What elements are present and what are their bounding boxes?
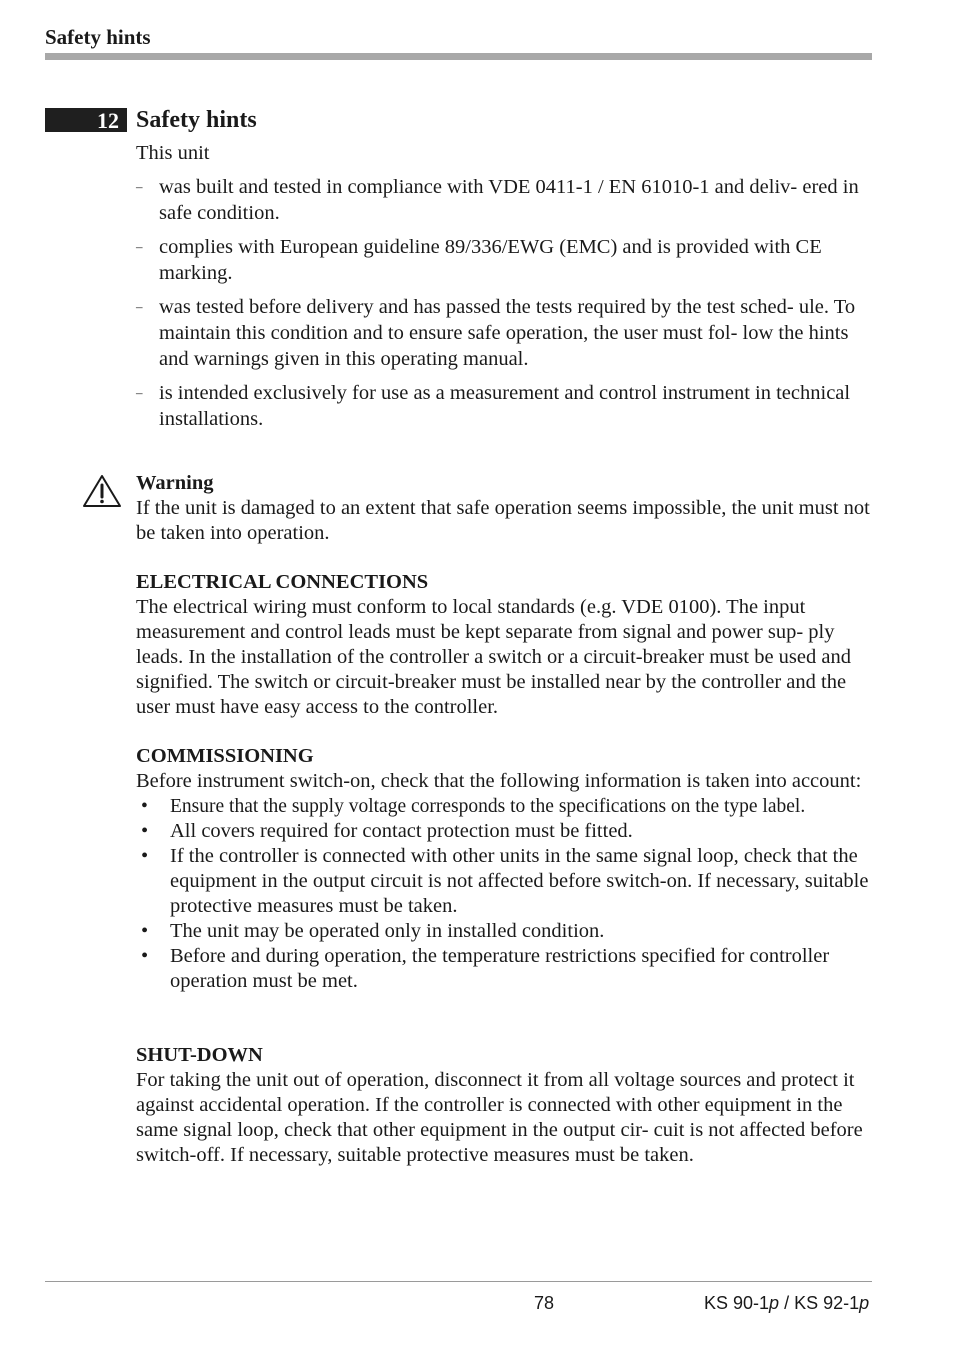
page-number: 78: [534, 1293, 555, 1313]
warning-triangle-icon: [82, 474, 122, 508]
model-b: KS 92-1: [794, 1293, 860, 1313]
commissioning-section: [136, 744, 876, 994]
bullet-text: All covers required for contact protection must be fitted.: [170, 820, 633, 842]
shutdown-section: [136, 1043, 876, 1168]
list-item-text: complies with European guideline 89/336/EWG (EMC) and is provided with CE marking.: [159, 236, 822, 284]
running-header-title: Safety hints: [45, 25, 151, 49]
list-item: [136, 234, 871, 286]
chapter-number: 12: [45, 108, 127, 132]
bullet-dot: •: [141, 920, 149, 942]
bullet-text: The unit may be operated only in installed condition.: [170, 920, 605, 942]
list-item-text: was tested before delivery and has passed the tests required by the test sched- ule. To maintain this condition and to ensure safe operation, the user must fol- low the hints and warnings given in this operating manual.: [159, 296, 856, 370]
model-designation: [704, 1293, 869, 1314]
warning-block: [136, 471, 876, 546]
list-item: [136, 294, 871, 372]
list-item-text: is intended exclusively for use as a measurement and control instrument in technical installations.: [159, 382, 851, 430]
bullet-item: [136, 819, 876, 844]
bullet-dot: •: [141, 845, 149, 867]
warning-title: Warning: [136, 472, 214, 494]
bullet-item: [136, 919, 876, 944]
list-item: [136, 380, 871, 432]
footer-rule: [45, 1281, 872, 1282]
header-rule: [45, 53, 872, 60]
dash-marker: –: [136, 239, 143, 254]
section-heading: COMMISSIONING: [136, 745, 314, 767]
list-item: [136, 174, 871, 226]
model-separator: /: [779, 1293, 795, 1313]
bullet-text: Ensure that the supply voltage corresponds to the specifications on the type label.: [170, 796, 806, 817]
bullet-dot: •: [141, 796, 148, 817]
electrical-section: [136, 570, 876, 720]
bullet-text: Before and during operation, the temperature restrictions specified for controller operation must be met.: [170, 945, 830, 992]
dash-marker: –: [136, 179, 143, 194]
bullet-item: [136, 794, 876, 819]
section-text: Before instrument switch-on, check that the following information is taken into account:: [136, 770, 862, 792]
bullet-dot: •: [141, 945, 149, 967]
section-text: For taking the unit out of operation, disconnect it from all voltage sources and protect it against accidental operation. If the controller is connected with other equipment in the same signal loop, check that other equipment in the output cir- cuit is not affected before switch-off. If necessary, suitable protective measures must be taken.: [136, 1069, 863, 1166]
bullet-dot: •: [141, 820, 149, 842]
bullet-item: [136, 844, 876, 919]
warning-text: If the unit is damaged to an extent that safe operation seems impossible, the unit must not be taken into operation.: [136, 497, 870, 544]
list-item-text: was built and tested in compliance with VDE 0411-1 / EN 61010-1 and deliv- ered in safe condition.: [159, 176, 859, 224]
dash-marker: –: [136, 385, 143, 400]
bullet-item: [136, 944, 876, 994]
section-heading: ELECTRICAL CONNECTIONS: [136, 571, 429, 593]
model-a-suffix: p: [769, 1293, 780, 1313]
section-text: The electrical wiring must conform to local standards (e.g. VDE 0100). The input measurement and control leads must be kept separate from signal and power sup- ply leads. In the installation of the controller a switch or a circuit-breaker must be used and signified. The switch or circuit-breaker must be installed near by the controller and the user must have easy access to the controller.: [136, 596, 851, 718]
dash-marker: –: [136, 299, 143, 314]
intro-text: This unit: [136, 142, 210, 164]
model-b-suffix: p: [859, 1293, 870, 1313]
chapter-title: Safety hints: [136, 107, 257, 133]
model-a: KS 90-1: [704, 1293, 770, 1313]
bullet-text: If the controller is connected with other units in the same signal loop, check that the equipment in the output circuit is not affected before switch-on. If necessary, suitable protective measures must be taken.: [170, 845, 869, 917]
section-heading: SHUT-DOWN: [136, 1044, 263, 1066]
